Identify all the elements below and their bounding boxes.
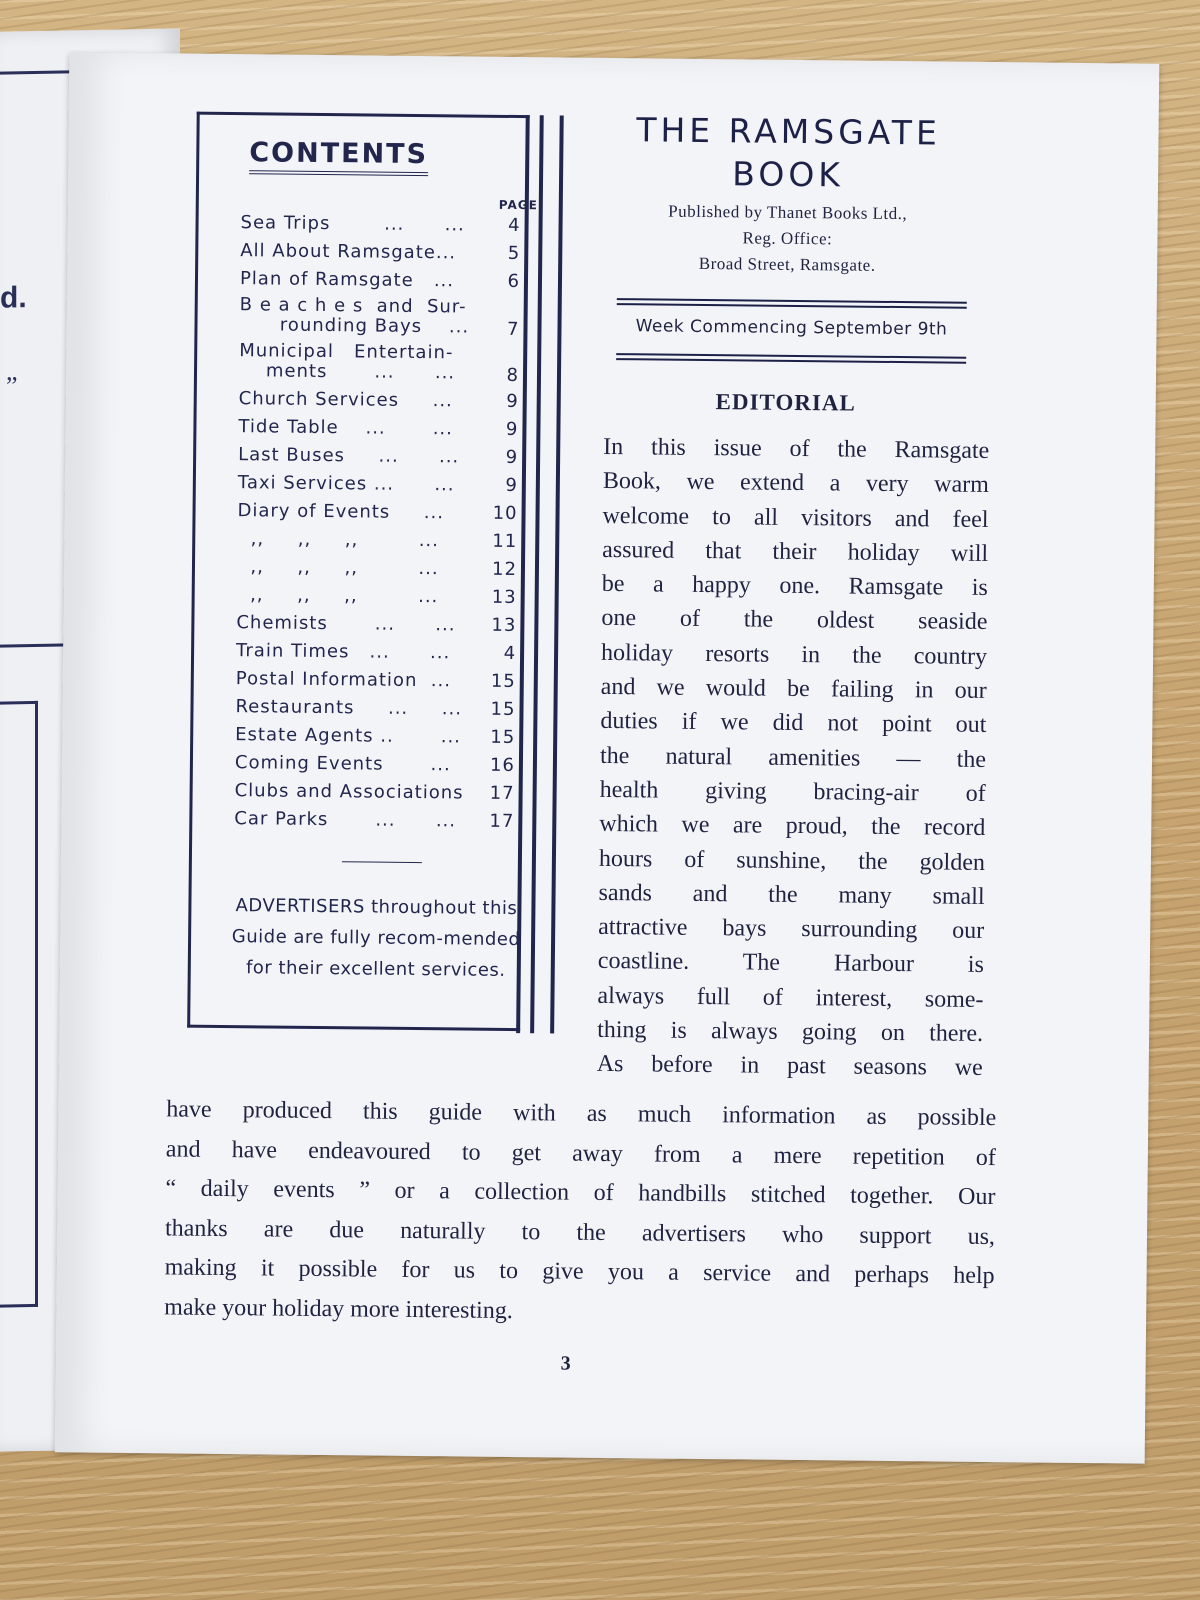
contents-entry (238, 415, 528, 446)
contents-entry-page: 7 (506, 318, 520, 341)
contents-entry-label: Taxi Services ... ... (237, 472, 455, 496)
contents-entry-page: 6 (507, 270, 521, 293)
publisher-line2: Reg. Office: (742, 228, 833, 249)
contents-entry-page: 13 (491, 614, 517, 637)
contents-entry-label: All About Ramsgate... (240, 240, 457, 264)
editorial-line: holiday resorts in the country (600, 639, 988, 670)
contents-entry-page: 9 (505, 474, 518, 497)
editorial-line: be a happy one. Ramsgate is (601, 571, 988, 602)
contents-entry-page: 17 (489, 782, 515, 805)
contents-entry-label: Plan of Ramsgate ... (239, 268, 455, 292)
editorial-line: In this issue of the Ramsgate (603, 433, 990, 464)
contents-entry (240, 239, 530, 270)
contents-entry (240, 211, 530, 242)
editorial-line: “ daily events ” or a collection of handbills stitched together. Our (165, 1175, 996, 1211)
book-title (608, 108, 969, 198)
contents-entry-label: Restaurants ... ... (235, 696, 463, 720)
publisher-line1: Published by Thanet Books Ltd., (668, 201, 908, 224)
contents-entry-page: 10 (492, 502, 518, 525)
contents-entry-label: Postal Information ... (235, 668, 452, 692)
double-rule-bottom (616, 353, 966, 364)
editorial-line: coastline. The Harbour is (597, 948, 984, 979)
contents-entry-page: 4 (508, 214, 521, 237)
contents-entry-label: Tide Table ... ... (238, 416, 454, 440)
contents-entry-label: Train Times ... ... (235, 640, 451, 664)
contents-entry-label: Municipal Entertain- ments ... ... (238, 340, 456, 384)
editorial-line: have produced this guide with as much information as possible (166, 1096, 997, 1132)
contents-entry-label: Chemists ... ... (236, 612, 456, 636)
editorial-line: and have endeavoured to get away from a mere repetition of (165, 1135, 996, 1171)
book-title-line1: THE RAMSGATE (636, 110, 942, 153)
editorial-line: thing is always going on there. (597, 1016, 984, 1047)
contents-entry (236, 667, 526, 698)
contents-entry (239, 295, 529, 344)
contents-entry (237, 499, 527, 530)
contents-entry-page: 15 (490, 726, 516, 749)
contents-entry (240, 267, 530, 298)
contents-entry (238, 471, 528, 502)
contents-entry-label: Estate Agents .. ... (235, 724, 462, 748)
publisher-line3: Broad Street, Ramsgate. (698, 253, 876, 275)
contents-entry-label: ,, ,, ,, ... (236, 556, 439, 580)
contents-entry (234, 807, 524, 838)
editorial-line: the natural amenities — the (599, 742, 987, 773)
left-page-border-box-lower (0, 701, 38, 1308)
contents-entry (238, 443, 528, 474)
editorial-column (597, 430, 990, 1086)
contents-entry-label: Car Parks ... ... (234, 808, 457, 832)
page-number: 3 (560, 1352, 571, 1375)
contents-entry (235, 751, 525, 782)
booklet-page (55, 52, 1160, 1463)
contents-entry-page: 11 (492, 530, 518, 553)
contents-entry-label: B e a c h e s and Sur- rounding Bays ... (239, 294, 470, 338)
contents-entry-page: 9 (505, 446, 519, 469)
editorial-line: always full of interest, some- (597, 982, 984, 1013)
contents-entry-label: Clubs and Associations (234, 780, 464, 804)
contents-entry-label: Diary of Events ... (237, 500, 445, 524)
editorial-line: duties if we did not point out (600, 708, 987, 739)
contents-entry-label: Church Services ... (238, 388, 453, 412)
editorial-line: hours of sunshine, the golden (598, 845, 986, 876)
editorial-full-width (164, 1090, 996, 1336)
contents-entry (236, 639, 526, 670)
left-page-quote-mark: ” (6, 371, 18, 401)
contents-entry (237, 555, 527, 586)
contents-entry-page: 9 (506, 390, 519, 413)
contents-entry-page: 13 (491, 586, 517, 609)
contents-entry-label: ,, ,, ,, ... (237, 528, 440, 552)
contents-entry-page: 16 (489, 754, 516, 777)
contents-box (187, 112, 538, 1031)
contents-title: CONTENTS (249, 137, 428, 176)
contents-entry (235, 723, 525, 754)
editorial-line: thanks are due naturally to the advertisers who support us, (164, 1214, 996, 1250)
contents-entry (239, 341, 529, 390)
editorial-line: assured that their holiday will (602, 536, 989, 567)
contents-entry-page: 12 (491, 558, 518, 581)
contents-entry (234, 779, 524, 810)
editorial-line: and we would be failing in our (600, 674, 987, 705)
editorial-title: EDITORIAL (715, 389, 856, 416)
left-page-text-fragment: d. (0, 281, 27, 315)
editorial-line: attractive bays surrounding our (598, 914, 985, 945)
contents-entry-page: 4 (503, 642, 517, 665)
contents-separator (342, 861, 422, 863)
contents-entry-label: Coming Events ... (234, 752, 451, 776)
contents-list (234, 211, 531, 838)
contents-entry (235, 695, 525, 726)
editorial-line: one of the oldest seaside (601, 605, 988, 636)
contents-entry-label: Sea Trips ... ... (240, 212, 465, 236)
publisher-info (607, 198, 968, 280)
contents-entry-page: 8 (506, 364, 520, 387)
contents-entry (237, 583, 527, 614)
editorial-line: sands and the many small (598, 879, 985, 910)
editorial-line: As before in past seasons we (596, 1051, 983, 1082)
editorial-line: making it possible for us to give you a service and perhaps help (164, 1254, 995, 1290)
contents-entry (236, 611, 526, 642)
week-commencing: Week Commencing September 9th (635, 316, 948, 340)
editorial-line: health giving bracing-air of (599, 776, 986, 807)
contents-entry-label: Last Buses ... ... (238, 444, 460, 468)
contents-entry (237, 527, 527, 558)
double-rule-top (617, 298, 967, 309)
contents-entry-label: ,, ,, ,, ... (236, 584, 439, 608)
editorial-line: make your holiday more interesting. (164, 1293, 513, 1324)
book-title-line2: BOOK (732, 154, 845, 195)
contents-page-header: PAGE (498, 197, 538, 213)
editorial-line: Book, we extend a very warm (602, 468, 990, 499)
editorial-line: welcome to all visitors and feel (602, 502, 989, 533)
contents-entry (239, 387, 529, 418)
contents-entry-page: 17 (489, 810, 515, 833)
advertisers-note: ADVERTISERS throughout this Guide are fully recom-mended for their excellent services. (231, 895, 521, 981)
editorial-line: which we are proud, the record (599, 811, 986, 842)
contents-entry-page: 15 (490, 670, 516, 693)
contents-entry-page: 15 (490, 698, 516, 721)
contents-entry-page: 9 (505, 418, 519, 441)
contents-entry-page: 5 (507, 242, 521, 265)
